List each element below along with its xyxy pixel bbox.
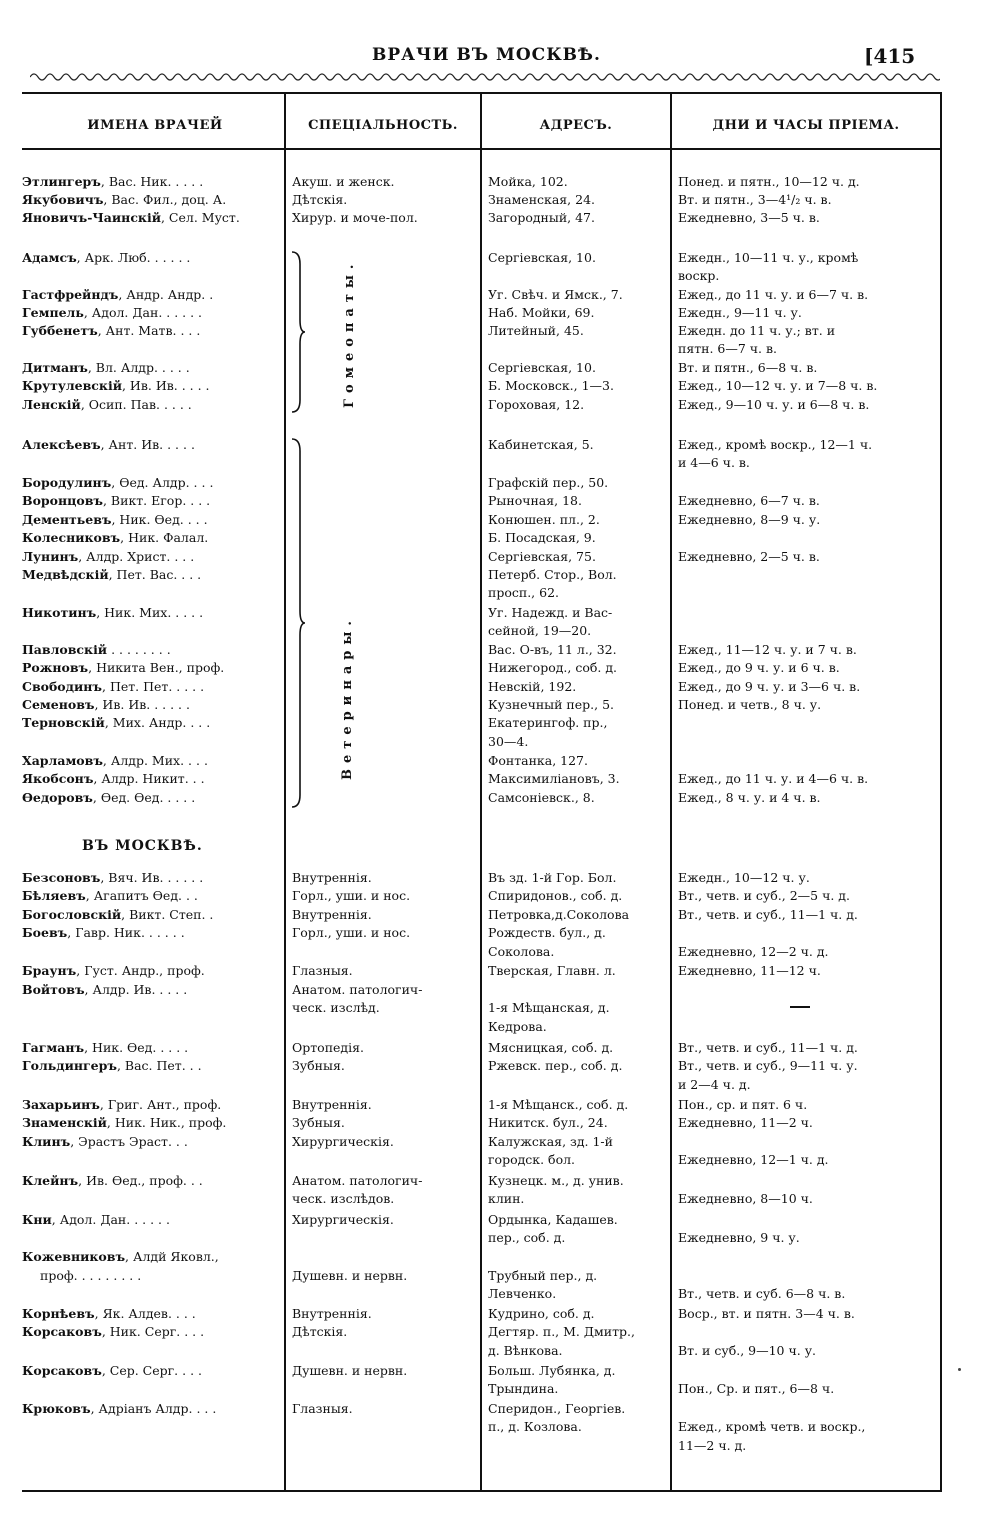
doctor-specialty: Горл., уши. и нос.	[292, 888, 411, 903]
doctor-name	[22, 963, 205, 979]
doctor-surname: Корсаковъ	[22, 1363, 102, 1378]
doctor-initials: , Ѳед. Алдр. . . .	[111, 475, 214, 490]
doctor-address: Сергіевская, 10.	[488, 250, 596, 265]
doctor-initials: , Мих. Андр. . . .	[104, 715, 211, 730]
doctor-name	[22, 493, 210, 509]
doctor-address: Тверская, Главн. л.	[488, 963, 616, 978]
doctor-initials: , Викт. Степ. .	[121, 907, 214, 922]
doctor-name	[22, 287, 213, 303]
doctor-initials: , Вас. Фил., доц. А.	[103, 192, 227, 207]
doctor-surname: Медвѣдскій	[22, 567, 109, 582]
doctor-address: Б. Московск., 1—3.	[488, 378, 614, 393]
doctor-surname: Корсаковъ	[22, 1324, 102, 1339]
doctor-name	[22, 771, 205, 787]
doctor-surname: Войтовъ	[22, 982, 85, 997]
doctor-address: Сергіевская, 10.	[488, 360, 596, 375]
right-frame-rule	[940, 92, 942, 1492]
no-hours-dash	[790, 1006, 810, 1008]
doctor-hours: Ежедневно, 11—2 ч.	[678, 1115, 813, 1130]
doctor-hours: Ежед., кромѣ воскр., 12—1 ч.	[678, 437, 873, 452]
doctor-specialty: Акуш. и женск.	[292, 174, 395, 189]
doctor-initials: , Ник. Фалал.	[120, 530, 209, 545]
doctor-initials: , Ник. Мих. . . . .	[96, 605, 204, 620]
doctor-surname: Гастфрейндъ	[22, 287, 119, 302]
doctor-hours: Ежед., 9—10 ч. у. и 6—8 ч. в.	[678, 397, 870, 412]
doctor-hours: Ежед., 8 ч. у. и 4 ч. в.	[678, 790, 821, 805]
doctor-name	[22, 1306, 196, 1322]
doctor-name	[22, 1134, 188, 1150]
doctor-specialty: Внутреннія.	[292, 1097, 372, 1112]
doctor-name	[22, 250, 190, 266]
doctor-address: Конюшен. пл., 2.	[488, 512, 600, 527]
doctor-address: Б. Посадская, 9.	[488, 530, 596, 545]
doctor-hours: Вт. и суб., 9—10 ч. у.	[678, 1343, 817, 1358]
doctor-initials: , Вас. Ник. . . . .	[100, 174, 204, 189]
doctor-hours: Вт., четв. и суб., 2—5 ч. д.	[678, 888, 850, 903]
doctor-initials: , Алдй Яковл.,	[125, 1249, 219, 1264]
homeopath-group-label: Гомеопаты.	[342, 258, 357, 408]
doctor-surname: Гольдингеръ	[22, 1058, 117, 1073]
page-title: ВРАЧИ ВЪ МОСКВѢ.	[372, 45, 601, 65]
doctor-name	[22, 567, 201, 583]
doctor-name	[22, 549, 194, 565]
doctor-name	[22, 1173, 203, 1189]
doctor-surname: Клинъ	[22, 1134, 71, 1149]
doctor-hours: Ежед., кромѣ четв. и воскр.,	[678, 1419, 866, 1434]
column-header-specialty: СПЕЦІАЛЬНОСТЬ.	[308, 118, 458, 133]
doctor-initials: , Андр. Андр. .	[118, 287, 214, 302]
doctor-address: д. Вѣнкова.	[488, 1343, 563, 1358]
doctor-address: Сперидон., Георгіев.	[488, 1401, 626, 1416]
doctor-hours: Вт. и пятн., 3—4¹/₂ ч. в.	[678, 192, 832, 207]
doctor-address: Дегтяр. п., М. Дмитр.,	[488, 1324, 635, 1339]
doctor-name	[22, 790, 195, 806]
doctor-initials: . . . . . . . .	[107, 642, 171, 657]
column-header-names: ИМЕНА ВРАЧЕЙ	[87, 118, 223, 133]
doctor-specialty: Хирургическія.	[292, 1212, 394, 1227]
doctor-address: Знаменская, 24.	[488, 192, 596, 207]
doctor-hours: Ежедневно, 9 ч. у.	[678, 1230, 800, 1245]
doctor-surname: Харламовъ	[22, 753, 103, 768]
doctor-surname: Свободинъ	[22, 679, 102, 694]
doctor-surname: Колесниковъ	[22, 530, 121, 545]
column-header-hours: ДНИ И ЧАСЫ ПРІЕМА.	[712, 118, 900, 133]
doctor-name	[22, 1363, 202, 1379]
doctor-initials: , Алдр. Мих. . . .	[102, 753, 208, 768]
doctor-hours: Вт., четв. и суб., 11—1 ч. д.	[678, 1040, 858, 1055]
doctor-specialty: Зубныя.	[292, 1058, 345, 1073]
doctor-specialty: Хирур. и моче-пол.	[292, 210, 418, 225]
doctor-address: Ржевск. пер., соб. д.	[488, 1058, 623, 1073]
doctor-initials: , Ив. Ив. . . . . .	[94, 697, 190, 712]
doctor-hours: Ежедневно, 3—5 ч. в.	[678, 210, 820, 225]
doctor-initials: , Як. Алдев. . . .	[94, 1306, 196, 1321]
doctor-name	[22, 753, 208, 769]
doctor-initials: , Ив. Ѳед., проф. . .	[78, 1173, 203, 1188]
doctor-name	[22, 642, 171, 658]
doctor-name	[22, 982, 187, 998]
doctor-surname: Терновскій	[22, 715, 105, 730]
doctor-address: клин.	[488, 1191, 525, 1206]
doctor-address: пер., соб. д.	[488, 1230, 566, 1245]
doctor-specialty: Анатом. патологич-	[292, 982, 423, 997]
doctor-name	[22, 605, 203, 621]
doctor-specialty: ческ. изслѣдов.	[292, 1191, 395, 1206]
doctor-address: Трубный пер., д.	[488, 1268, 598, 1283]
doctor-initials: , Ник. Серг. . . .	[101, 1324, 205, 1339]
doctor-name	[22, 870, 203, 886]
doctor-address: Кузнечный пер., 5.	[488, 697, 615, 712]
doctor-address: Больш. Лубянка, д.	[488, 1363, 616, 1378]
doctor-address: Спиридонов., соб. д.	[488, 888, 623, 903]
doctor-specialty: Дѣтскія.	[292, 192, 348, 207]
doctor-surname: Захарьинъ	[22, 1097, 100, 1112]
doctor-address: Литейный, 45.	[488, 323, 584, 338]
doctor-surname: Бородулинъ	[22, 475, 112, 490]
doctor-address: Мясницкая, соб. д.	[488, 1040, 614, 1055]
table-bottom-rule	[22, 1490, 940, 1492]
doctor-surname: Клейнъ	[22, 1173, 79, 1188]
doctor-address: Петерб. Стор., Вол.	[488, 567, 617, 582]
doctor-name	[22, 697, 190, 713]
doctor-address: Сергіевская, 75.	[488, 549, 596, 564]
doctor-name	[22, 378, 210, 394]
doctor-hours: воскр.	[678, 268, 720, 283]
column-divider-1	[284, 92, 286, 1490]
doctor-address: просп., 62.	[488, 585, 559, 600]
doctor-address: Левченко.	[488, 1286, 557, 1301]
doctor-initials: проф. . . . . . . . .	[40, 1268, 142, 1283]
doctor-specialty: Глазныя.	[292, 963, 353, 978]
doctor-specialty: Внутреннія.	[292, 870, 372, 885]
doctor-initials: , Арк. Люб. . . . . .	[76, 250, 191, 265]
doctor-surname: Дементьевъ	[22, 512, 112, 527]
doctor-initials: , Эрастъ Эраст. . .	[70, 1134, 188, 1149]
doctor-name	[22, 530, 208, 546]
doctor-initials: , Никита Вен., проф.	[88, 660, 225, 675]
doctor-initials: , Гавр. Ник. . . . . .	[67, 925, 185, 940]
doctor-surname: Богословскій	[22, 907, 122, 922]
doctor-initials: , Вяч. Ив. . . . . .	[100, 870, 204, 885]
doctor-initials: , Викт. Егор. . . .	[102, 493, 211, 508]
doctor-name	[22, 323, 200, 339]
homeopath-group-brace	[290, 250, 306, 414]
doctor-address: Кудрино, соб. д.	[488, 1306, 595, 1321]
doctor-specialty: Душевн. и нервн.	[292, 1268, 408, 1283]
doctor-initials: , Григ. Ант., проф.	[99, 1097, 222, 1112]
doctor-name	[22, 1401, 216, 1417]
doctor-surname: Семеновъ	[22, 697, 95, 712]
doctor-initials: , Адол. Дан. . . . . .	[51, 1212, 170, 1227]
doctor-initials: , Густ. Андр., проф.	[76, 963, 205, 978]
doctor-specialty: Зубныя.	[292, 1115, 345, 1130]
doctor-address: Никитск. бул., 24.	[488, 1115, 608, 1130]
doctor-specialty: Ортопедія.	[292, 1040, 364, 1055]
doctor-address: п., д. Козлова.	[488, 1419, 582, 1434]
doctor-hours: Ежед., 10—12 ч. у. и 7—8 ч. в.	[678, 378, 878, 393]
doctor-name	[22, 397, 192, 413]
doctor-hours: 11—2 ч. д.	[678, 1438, 747, 1453]
doctor-address: Кузнецк. м., д. унив.	[488, 1173, 624, 1188]
doctor-hours: и 4—6 ч. в.	[678, 455, 750, 470]
doctor-name	[22, 1058, 202, 1074]
section-heading-moscow: ВЪ МОСКВѢ.	[82, 838, 203, 854]
doctor-initials: , Ник. Ник., проф.	[106, 1115, 227, 1130]
doctor-name	[22, 475, 213, 491]
doctor-name	[22, 679, 204, 695]
doctor-name	[40, 1268, 141, 1284]
doctor-address: Рыночная, 18.	[488, 493, 582, 508]
page-number: [415	[864, 44, 916, 68]
doctor-surname: Яновичъ-Чаинскій	[22, 210, 161, 225]
doctor-surname: Безсоновъ	[22, 870, 101, 885]
doctor-surname: Павловскій	[22, 642, 108, 657]
doctor-hours: Вт. и пятн., 6—8 ч. в.	[678, 360, 818, 375]
doctor-address: Невскій, 192.	[488, 679, 577, 694]
doctor-initials: , Агапитъ Ѳед. . .	[85, 888, 198, 903]
doctor-name	[22, 1212, 170, 1228]
doctor-surname: Этлингеръ	[22, 174, 101, 189]
doctor-initials: , Ив. Ив. . . . .	[121, 378, 210, 393]
doctor-initials: , Адол. Дан. . . . . .	[83, 305, 203, 320]
doctor-hours: Ежедневно, 12—1 ч. д.	[678, 1152, 829, 1167]
doctor-surname: Лунинъ	[22, 549, 79, 564]
doctor-surname: Рожновъ	[22, 660, 89, 675]
doctor-surname: Гагманъ	[22, 1040, 85, 1055]
doctor-specialty: Внутреннія.	[292, 1306, 372, 1321]
doctor-name	[22, 925, 185, 941]
doctor-specialty: Глазныя.	[292, 1401, 353, 1416]
doctor-hours: Ежедн., 10—11 ч. у., кромѣ	[678, 250, 859, 265]
doctor-hours: Ежедневно, 11—12 ч.	[678, 963, 821, 978]
doctor-surname: Боевъ	[22, 925, 68, 940]
doctor-surname: Якобсонъ	[22, 771, 94, 786]
doctor-address: Фонтанка, 127.	[488, 753, 588, 768]
doctor-address: Нижегород., соб. д.	[488, 660, 618, 675]
doctor-name	[22, 174, 203, 190]
doctor-surname: Якубовичъ	[22, 192, 104, 207]
doctor-hours: Понед. и четв., 8 ч. у.	[678, 697, 822, 712]
doctor-surname: Гемпель	[22, 305, 84, 320]
doctor-address: Мойка, 102.	[488, 174, 568, 189]
doctor-surname: Кожевниковъ	[22, 1249, 126, 1264]
doctor-address: Максимиліановъ, 3.	[488, 771, 620, 786]
doctor-address: Уг. Надежд. и Вас-	[488, 605, 613, 620]
doctor-name	[22, 715, 210, 731]
doctor-name	[22, 660, 224, 676]
doctor-address: Наб. Мойки, 69.	[488, 305, 595, 320]
doctor-address: Петровка,д.Соколова	[488, 907, 630, 922]
doctor-hours: Ежедн., 9—11 ч. у.	[678, 305, 802, 320]
doctor-initials: , Ник. Ѳед. . . . .	[84, 1040, 189, 1055]
column-divider-3	[670, 92, 672, 1490]
doctor-hours: Ежедневно, 8—10 ч.	[678, 1191, 813, 1206]
doctor-initials: , Ник. Ѳед. . . .	[111, 512, 208, 527]
doctor-address: Уг. Свѣч. и Ямск., 7.	[488, 287, 623, 302]
doctor-hours: Вт., четв. и суб., 11—1 ч. д.	[678, 907, 858, 922]
doctor-address: Калужская, зд. 1-й	[488, 1134, 613, 1149]
doctor-hours: Вт., четв. и суб., 9—11 ч. у.	[678, 1058, 858, 1073]
doctor-specialty: Хирургическія.	[292, 1134, 394, 1149]
doctor-initials: , Адріанъ Алдр. . . .	[90, 1401, 217, 1416]
doctor-hours: Воср., вт. и пятн. 3—4 ч. в.	[678, 1306, 855, 1321]
veterinary-group-label: Ветеринары.	[340, 615, 355, 780]
doctor-name	[22, 1324, 204, 1340]
doctor-initials: , Осип. Пав. . . . .	[80, 397, 192, 412]
doctor-hours: Ежед., до 11 ч. у. и 4—6 ч. в.	[678, 771, 869, 786]
doctor-initials: , Ант. Ив. . . . .	[100, 437, 195, 452]
doctor-specialty: Дѣтскія.	[292, 1324, 348, 1339]
doctor-address: 1-я Мѣщанская, д.	[488, 1000, 610, 1015]
doctor-surname: Корнѣевъ	[22, 1306, 95, 1321]
doctor-address: Соколова.	[488, 944, 555, 959]
doctor-hours: пятн. 6—7 ч. в.	[678, 341, 778, 356]
doctor-name	[22, 192, 226, 208]
doctor-address: Ордынка, Кадашев.	[488, 1212, 618, 1227]
doctor-name	[22, 1115, 226, 1131]
doctor-address: городск. бол.	[488, 1152, 576, 1167]
doctor-initials: , Пет. Вас. . . .	[108, 567, 202, 582]
doctor-hours: Ежедневно, 6—7 ч. в.	[678, 493, 820, 508]
doctor-name	[22, 512, 208, 528]
print-speck	[958, 1368, 961, 1371]
doctor-address: Вас. О-въ, 11 л., 32.	[488, 642, 617, 657]
doctor-hours: Ежед., 11—12 ч. у. и 7 ч. в.	[678, 642, 857, 657]
doctor-surname: Кни	[22, 1212, 52, 1227]
doctor-hours: Вт., четв. и суб. 6—8 ч. в.	[678, 1286, 846, 1301]
doctor-address: Кабинетская, 5.	[488, 437, 594, 452]
doctor-address: Кедрова.	[488, 1019, 547, 1034]
doctor-specialty: Душевн. и нервн.	[292, 1363, 408, 1378]
doctor-initials: , Вас. Пет. . .	[116, 1058, 202, 1073]
doctor-name	[22, 210, 240, 226]
doctor-initials: , Сер. Серг. . . .	[101, 1363, 202, 1378]
doctor-surname: Бѣляевъ	[22, 888, 86, 903]
doctor-address: Екатерингоф. пр.,	[488, 715, 608, 730]
doctor-specialty: Внутреннія.	[292, 907, 372, 922]
column-header-address: АДРЕСЪ.	[539, 118, 613, 133]
doctor-address: Трындина.	[488, 1381, 559, 1396]
doctor-hours: Пон., ср. и пят. 6 ч.	[678, 1097, 808, 1112]
doctor-surname: Крюковъ	[22, 1401, 91, 1416]
doctor-hours: Ежедневно, 2—5 ч. в.	[678, 549, 820, 564]
doctor-address: Графскій пер., 50.	[488, 475, 609, 490]
doctor-specialty: Анатом. патологич-	[292, 1173, 423, 1188]
doctor-initials: , Ѳед. Ѳед. . . . .	[92, 790, 196, 805]
doctor-name	[22, 437, 195, 453]
doctor-name	[22, 888, 198, 904]
doctor-initials: , Алдр. Христ. . . .	[78, 549, 195, 564]
doctor-surname: Воронцовъ	[22, 493, 103, 508]
doctor-hours: Пон., Ср. и пят., 6—8 ч.	[678, 1381, 835, 1396]
column-divider-2	[480, 92, 482, 1490]
doctor-surname: Алексѣевъ	[22, 437, 101, 452]
veterinary-group-brace	[290, 437, 306, 809]
doctor-hours: Ежед., до 11 ч. у. и 6—7 ч. в.	[678, 287, 869, 302]
doctor-address: 1-я Мѣщанск., соб. д.	[488, 1097, 629, 1112]
doctor-name	[22, 1249, 219, 1265]
doctor-surname: Крутулевскій	[22, 378, 122, 393]
doctor-initials: , Пет. Пет. . . . .	[102, 679, 205, 694]
doctor-specialty: Горл., уши. и нос.	[292, 925, 411, 940]
doctor-specialty: ческ. изслѣд.	[292, 1000, 380, 1015]
doctor-hours: Ежедневно, 8—9 ч. у.	[678, 512, 821, 527]
doctor-name	[22, 1097, 221, 1113]
doctor-surname: Ѳедоровъ	[22, 790, 93, 805]
doctor-initials: , Алдр. Никит. . .	[93, 771, 205, 786]
doctor-hours: Ежед., до 9 ч. у. и 3—6 ч. в.	[678, 679, 861, 694]
doctor-surname: Знаменскій	[22, 1115, 107, 1130]
doctor-address: 30—4.	[488, 734, 529, 749]
decorative-wavy-rule	[30, 70, 940, 84]
doctor-hours: Понед. и пятн., 10—12 ч. д.	[678, 174, 860, 189]
doctor-hours: Ежед., до 9 ч. у. и 6 ч. в.	[678, 660, 840, 675]
doctor-initials: , Вл. Алдр. . . . .	[87, 360, 190, 375]
doctor-name	[22, 305, 202, 321]
doctor-surname: Губбенетъ	[22, 323, 98, 338]
doctor-hours: Ежедн. до 11 ч. у.; вт. и	[678, 323, 836, 338]
doctor-hours: и 2—4 ч. д.	[678, 1077, 751, 1092]
doctor-hours: Ежедневно, 12—2 ч. д.	[678, 944, 829, 959]
doctor-address: Въ зд. 1-й Гор. Бол.	[488, 870, 617, 885]
doctor-initials: , Сел. Муст.	[160, 210, 240, 225]
doctor-name	[22, 360, 190, 376]
doctor-initials: , Ант. Матв. . . .	[97, 323, 201, 338]
doctor-address: Самсоніевск., 8.	[488, 790, 595, 805]
doctor-name	[22, 1040, 188, 1056]
doctor-surname: Дитманъ	[22, 360, 88, 375]
doctor-hours: Ежедн., 10—12 ч. у.	[678, 870, 810, 885]
doctor-address: сейной, 19—20.	[488, 623, 592, 638]
doctor-surname: Адамсъ	[22, 250, 77, 265]
doctor-surname: Никотинъ	[22, 605, 97, 620]
doctor-address: Загородный, 47.	[488, 210, 595, 225]
doctor-address: Рождеств. бул., д.	[488, 925, 606, 940]
doctor-name	[22, 907, 213, 923]
doctor-surname: Ленскій	[22, 397, 81, 412]
doctor-initials: , Алдр. Ив. . . . .	[84, 982, 188, 997]
doctor-address: Гороховая, 12.	[488, 397, 585, 412]
doctor-surname: Браунъ	[22, 963, 77, 978]
